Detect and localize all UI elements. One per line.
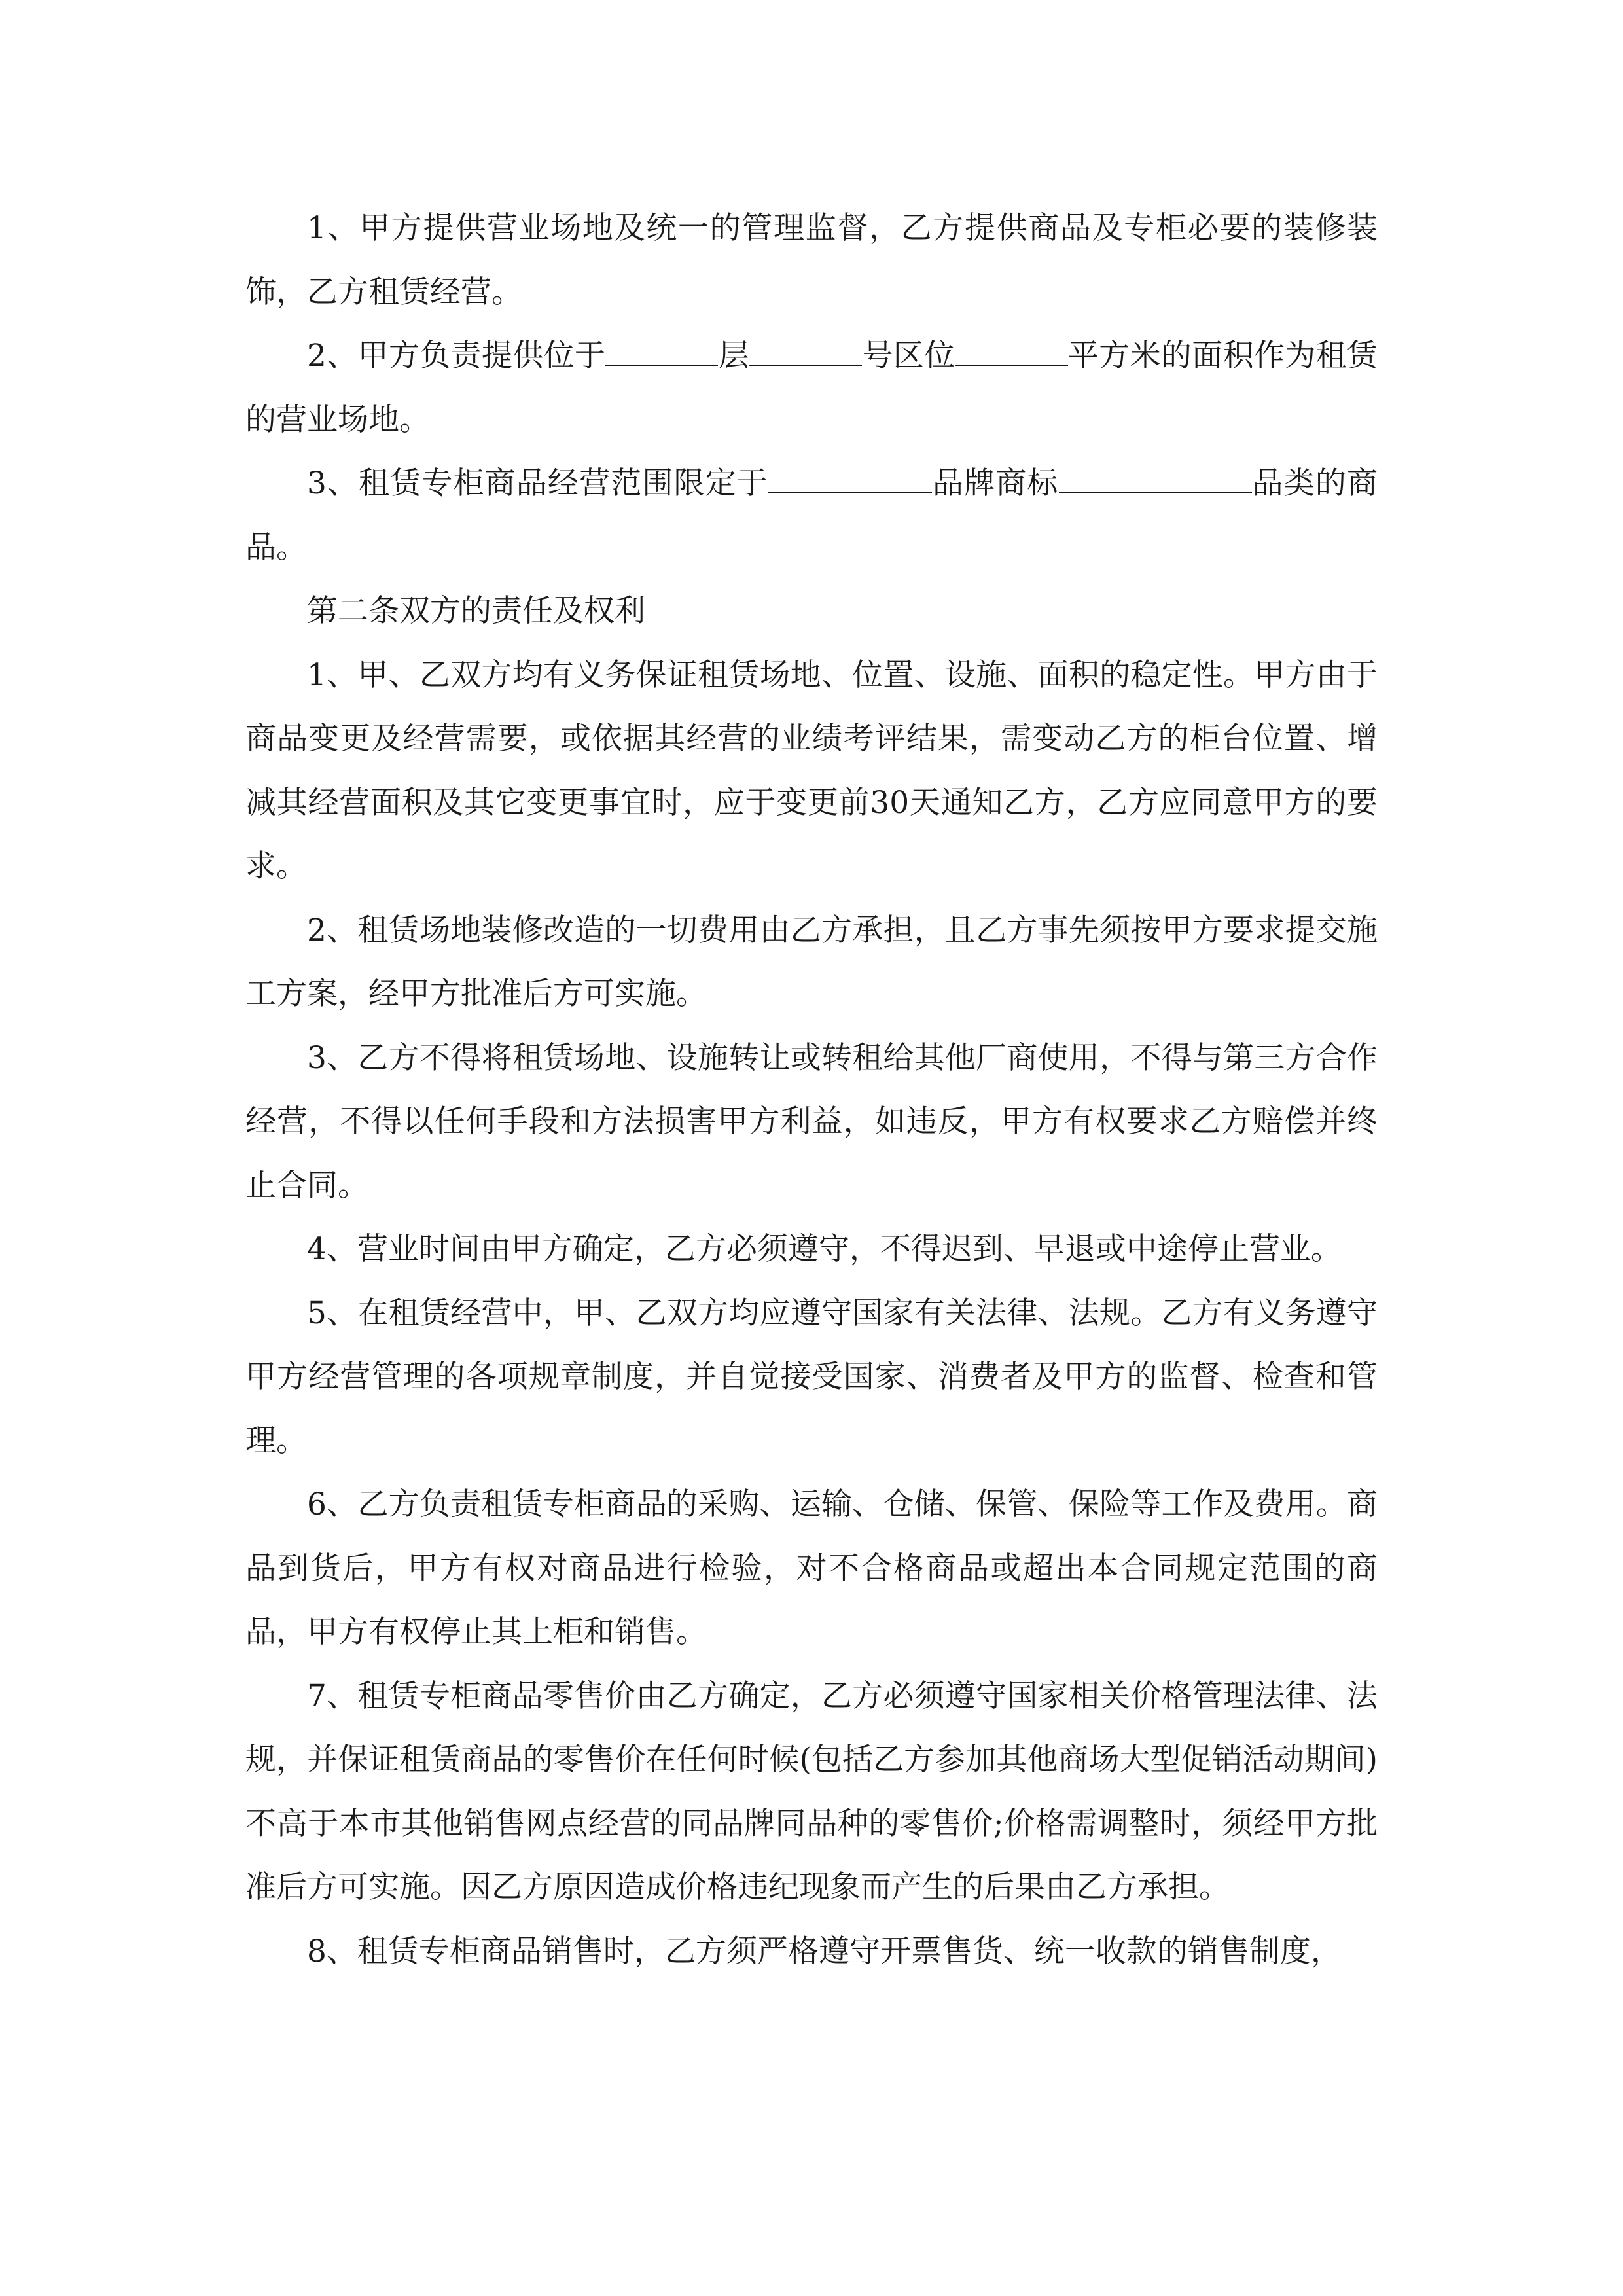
paragraph-3-text-b: 品牌商标 <box>931 465 1059 501</box>
paragraph-3-text-c: 品类的商品。 <box>245 465 1378 565</box>
paragraph-1: 1、甲方提供营业场地及统一的管理监督，乙方提供商品及专柜必要的装修装饰，乙方租赁经营。 <box>245 210 1378 310</box>
blank-brand <box>768 465 932 493</box>
paragraph-2-text-d: 平方米的面积作为租赁的营业场地。 <box>245 338 1378 438</box>
document-page <box>245 196 1378 1983</box>
clause-6: 6、乙方负责租赁专柜商品的采购、运输、仓储、保管、保险等工作及费用。商品到货后，甲方有权对商品进行检验，对不合格商品或超出本合同规定范围的商品，甲方有权停止其上柜和销售。 <box>245 1486 1378 1650</box>
clause-3: 3、乙方不得将租赁场地、设施转让或转租给其他厂商使用，不得与第三方合作经营，不得以任何手段和方法损害甲方利益，如违反，甲方有权要求乙方赔偿并终止合同。 <box>245 1039 1378 1204</box>
clause-8: 8、租赁专柜商品销售时，乙方须严格遵守开票售货、统一收款的销售制度， <box>307 1933 1342 1969</box>
paragraph-2-text-a: 2、甲方负责提供位于 <box>307 338 606 374</box>
blank-category <box>1059 465 1252 493</box>
clause-5: 5、在租赁经营中，甲、乙双方均应遵守国家有关法律、法规。乙方有义务遵守甲方经营管理的各项规章制度，并自觉接受国家、消费者及甲方的监督、检查和管理。 <box>245 1295 1378 1459</box>
clause-4: 4、营业时间由甲方确定，乙方必须遵守，不得迟到、早退或中途停止营业。 <box>307 1231 1342 1267</box>
paragraph-2-text-b: 层 <box>718 338 750 374</box>
clause-1: 1、甲、乙双方均有义务保证租赁场地、位置、设施、面积的稳定性。甲方由于商品变更及经营需要，或依据其经营的业绩考评结果，需变动乙方的柜台位置、增减其经营面积及其它变更事宜时，应于变更前30天通知乙方，乙方应同意甲方的要求。 <box>245 656 1378 884</box>
blank-floor <box>605 337 718 366</box>
blank-zone-number <box>749 337 862 366</box>
blank-area <box>955 337 1068 366</box>
paragraph-2 <box>245 324 1378 452</box>
paragraph-3 <box>245 452 1378 579</box>
clause-7: 7、租赁专柜商品零售价由乙方确定，乙方必须遵守国家相关价格管理法律、法规，并保证租赁商品的零售价在任何时候(包括乙方参加其他商场大型促销活动期间)不高于本市其他销售网点经营的同品牌同品种的零售价;价格需调整时，须经甲方批准后方可实施。因乙方原因造成价格违纪现象而产生的后果由乙方承担。 <box>245 1677 1378 1905</box>
clause-2: 2、租赁场地装修改造的一切费用由乙方承担，且乙方事先须按甲方要求提交施工方案，经甲方批准后方可实施。 <box>245 912 1378 1012</box>
paragraph-3-text-a: 3、租赁专柜商品经营范围限定于 <box>307 465 768 501</box>
section-heading: 第二条双方的责任及权利 <box>307 593 645 629</box>
paragraph-2-text-c: 号区位 <box>862 338 955 374</box>
